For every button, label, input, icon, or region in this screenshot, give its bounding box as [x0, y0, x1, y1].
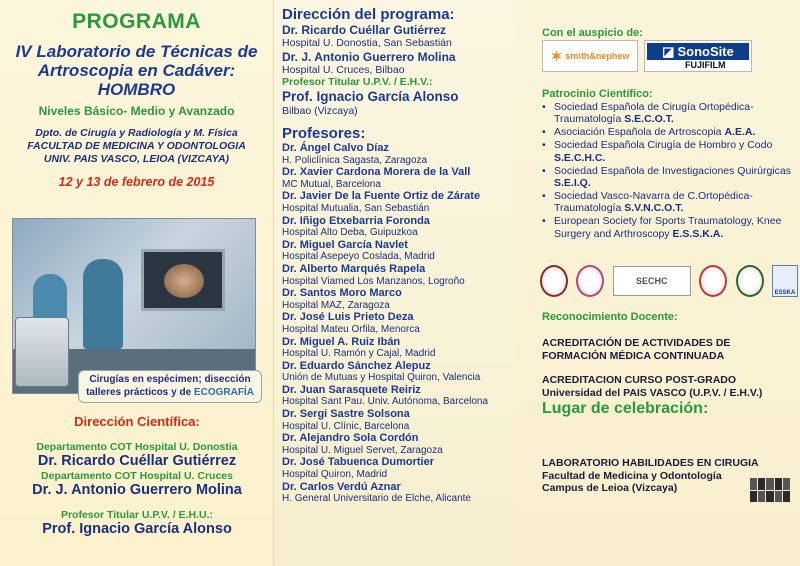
patrocinio-heading: Patrocinio Científico: [542, 88, 653, 100]
caption-line-2: talleres prácticos y de [86, 386, 194, 398]
scientific-sponsors-list [542, 101, 792, 240]
professor-institution: Hospital Quiron, Madrid [282, 469, 388, 481]
director-1-name: Dr. Ricardo Cuéllar Gutiérrez [37, 453, 237, 469]
professor-institution: Unión de Mutuas y Hospital Quiron, Valencia [282, 372, 481, 384]
caption-line-1: Cirugías en espécimen; disección [89, 374, 251, 385]
professor-name: Dr. Miguel A. Ruiz Ibán [282, 335, 401, 348]
sonosite-logo-text: SonoSite [677, 44, 734, 59]
department-line-2: FACULTAD DE MEDICINA Y ODONTOLOGIA [27, 140, 246, 152]
sponsor-name: Sociedad Vasco-Navarra de C.Ortopédica-Traumatología [554, 189, 753, 215]
sponsor-name: Asociación Española de Artroscopia [554, 126, 725, 139]
smith-nephew-mark-icon: ✶ [550, 47, 563, 64]
program-director-2-institution: Hospital U. Cruces, Bilbao [282, 63, 405, 76]
course-levels: Niveles Básico- Medio y Avanzado [38, 104, 235, 118]
society-logos-row [540, 263, 798, 299]
sechc-logo [613, 266, 691, 296]
director-2-department: Departamento COT Hospital U. Cruces [41, 470, 233, 482]
venue-line-1: LABORATORIO HABILIDADES EN CIRUGIA [542, 457, 759, 469]
surgeon-figure [83, 259, 123, 349]
sonosite-logo-bar [647, 43, 749, 60]
course-title-line-1: IV Laboratorio de Técnicas de [15, 42, 258, 61]
program-direction-heading: Dirección del programa: [282, 6, 455, 23]
director-1-department: Departamento COT Hospital U. Donostia [36, 441, 238, 453]
upv-ehu-logo-icon [750, 478, 790, 502]
professor-title: Profesor Titular U.P.V. / E.H.U.: [60, 509, 214, 521]
program-director-1-institution: Hospital U. Donostia, San Sebastián [282, 37, 452, 49]
venue-heading: Lugar de celebración: [542, 400, 709, 417]
department-line-3: UNIV. PAIS VASCO, LEIOA (VIZCAYA) [43, 153, 230, 165]
professor-institution: Hospital U. Miguel Servet, Zaragoza [282, 444, 443, 456]
professors-list [282, 142, 514, 505]
sponsor-abbreviation: S.E.I.Q. [554, 176, 591, 189]
svncot-seal-icon [736, 265, 764, 297]
sponsor-name: Sociedad Española Cirugía de Hombro y Codo [554, 139, 773, 152]
course-title-line-2: Artroscopia en Cadáver: [37, 61, 236, 80]
professor-name: Dr. Miguel García Navlet [282, 238, 408, 251]
faculty-panel [274, 0, 514, 566]
sponsor-abbreviation: S.E.C.O.T. [624, 113, 674, 126]
sponsor-abbreviation: A.E.A. [724, 126, 756, 139]
program-title: PROGRAMA [72, 10, 201, 33]
sechc-logo-text: SECHC [636, 276, 668, 286]
scientific-direction-heading: Dirección Científica: [74, 414, 200, 429]
professor-name: Dr. Eduardo Sánchez Alepuz [282, 359, 431, 372]
venue-address [542, 457, 759, 495]
program-director-1-name: Dr. Ricardo Cuéllar Gutiérrez [282, 23, 447, 37]
sponsor-item [542, 165, 792, 190]
professor-name: Dr. Alejandro Sola Cordón [282, 432, 419, 445]
professor-institution: MC Mutual, Barcelona [282, 178, 381, 190]
seiq-seal-icon [699, 265, 727, 297]
caption-ecografia: ECOGRAFÍA [193, 386, 254, 398]
professor-institution: Hospital U. Clínic, Barcelona [282, 420, 410, 432]
program-director-2-name: Dr. J. Antonio Guerrero Molina [282, 49, 456, 64]
sponsor-abbreviation: S.E.C.H.C. [554, 151, 606, 164]
accreditation-2 [542, 374, 762, 399]
accreditation-1-line-2: FORMACIÓN MÉDICA CONTINUADA [542, 349, 725, 362]
program-professor-institution: Bilbao (Vizcaya) [282, 104, 358, 117]
professor-name: Dr. Juan Sarasquete Reiriz [282, 383, 421, 396]
aea-seal-icon [576, 265, 604, 297]
venue-line-3: Campus de Leioa (Vizcaya) [542, 482, 678, 494]
accreditation-1-line-1: ACREDITACIÓN DE ACTIVIDADES DE [542, 337, 731, 349]
accreditation-1 [542, 337, 730, 362]
professor-name: Dr. José Tabuenca Dumortier [282, 456, 435, 469]
program-professor-title: Profesor Titular U.P.V. / E.H.V.: [282, 76, 433, 88]
sponsor-item [542, 101, 792, 126]
professor-institution: Hospital Mutualia, San Sebastián [282, 202, 430, 214]
professor-institution: Hospital MAZ, Zaragoza [282, 299, 390, 311]
reconocimiento-heading: Reconocimiento Docente: [542, 311, 678, 323]
surgery-photo [12, 218, 256, 394]
sponsor-name: European Society for Sports Traumatology, Knee Surgery and Arthroscopy [554, 215, 782, 240]
smith-nephew-logo-text: smith&nephew [565, 51, 630, 61]
scientific-direction [0, 414, 274, 538]
professor-name: Prof. Ignacio García Alonso [42, 521, 232, 537]
arthroscopy-monitor-image [141, 249, 225, 311]
smith-nephew-logo [542, 40, 638, 72]
sponsor-abbreviation: E.S.S.K.A. [672, 227, 724, 240]
ultrasound-probe-image [15, 317, 69, 387]
department-line-1: Dpto. de Cirugía y Radiología y M. Física [35, 127, 238, 139]
professor-institution: Hospital Mateu Orfila, Menorca [282, 323, 420, 335]
director-2-name: Dr. J. Antonio Guerrero Molina [32, 482, 242, 498]
program-professor-name: Prof. Ignacio García Alonso [282, 88, 459, 104]
secot-seal-icon [540, 265, 568, 297]
professor-name: Dr. Javier De la Fuente Ortiz de Zárate [282, 190, 481, 203]
venue-line-2: Facultad de Medicina y Odontología [542, 469, 722, 482]
course-date: 12 y 13 de febrero de 2015 [58, 175, 215, 189]
auspicio-heading: Con el auspicio de: [542, 27, 643, 39]
professor-name: Dr. Iñigo Etxebarria Foronda [282, 214, 430, 227]
sponsor-item [542, 215, 792, 240]
sponsor-item [542, 126, 792, 138]
photo-caption [78, 370, 262, 403]
sponsor-name: Sociedad Española de Cirugía Ortopédica-Traumatología [554, 101, 754, 126]
sponsor-name: Sociedad Española de Investigaciones Quirúrgicas [554, 164, 791, 177]
professor-name: Dr. Xavier Cardona Morera de la Vall [282, 166, 471, 179]
professor-name: Dr. Santos Moro Marco [282, 287, 402, 300]
professor-institution: Hospital Sant Pau. Univ. Autónoma, Barcelona [282, 396, 489, 408]
sonosite-fujifilm-logo [644, 40, 752, 72]
professor-name: Dr. Ángel Calvo Díaz [282, 142, 389, 154]
sonosite-mark-icon: ◪ [662, 43, 675, 59]
sponsor-item [542, 139, 792, 164]
professor-institution: Hospital Alto Deba, Guipuzkoa [282, 227, 418, 239]
sponsor-item [542, 190, 792, 215]
esska-logo-text: ESSKA [774, 290, 796, 296]
accreditation-2-line-2: Universidad del PAIS VASCO (U.P.V. / E.H.V.) [542, 386, 763, 399]
fujifilm-logo-text: FUJIFILM [685, 60, 726, 70]
sponsor-abbreviation: S.V.N.C.O.T. [624, 202, 684, 215]
professor-institution: Hospital Asepeyo Coslada, Madrid [282, 251, 435, 263]
professor-institution: H. General Universitario de Elche, Alicante [282, 493, 471, 505]
professors-heading: Profesores: [282, 125, 366, 142]
professor-name: Dr. José Luis Prieto Deza [282, 311, 414, 324]
sponsors-panel [514, 0, 800, 566]
professor-institution: Hospital U. Ramón y Cajal, Madrid [282, 348, 436, 360]
professor-name: Dr. Alberto Marqués Rapela [282, 262, 426, 275]
professor-name: Dr. Sergi Sastre Solsona [282, 408, 410, 421]
program-panel [0, 0, 274, 566]
accreditation-2-line-1: ACREDITACION CURSO POST-GRADO [542, 374, 737, 386]
professor-institution: Hospital Viamed Los Manzanos, Logroño [282, 275, 465, 287]
esska-logo [772, 265, 798, 297]
course-title-line-3: HOMBRO [97, 80, 176, 99]
professor-name: Dr. Carlos Verdú Aznar [282, 480, 401, 493]
professor-institution: H. Policlínica Sagasta, Zaragoza [282, 154, 428, 166]
